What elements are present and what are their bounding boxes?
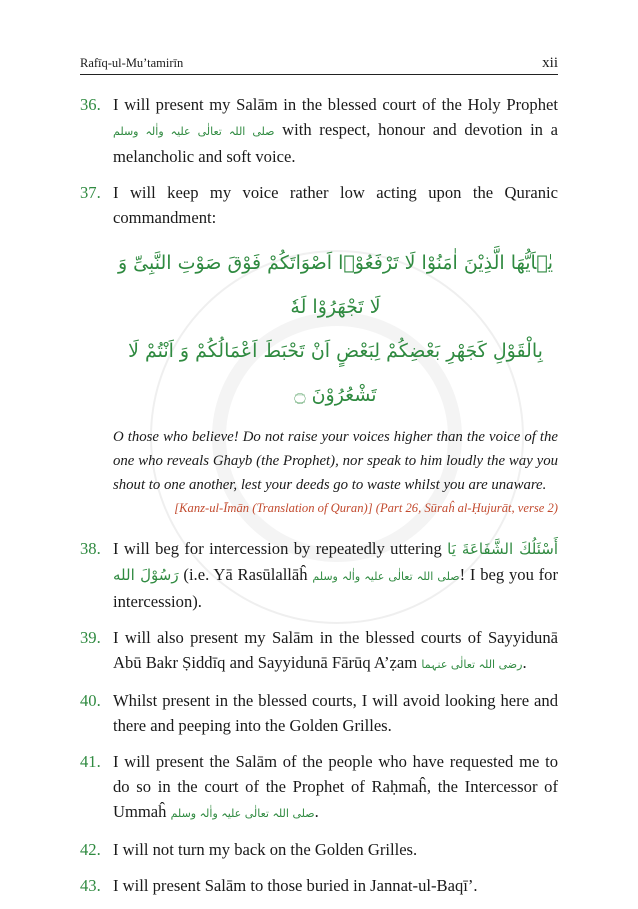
item-text: . [314, 802, 319, 821]
page-header [80, 54, 558, 75]
item-number: 36. [80, 95, 101, 114]
item-number: 39. [80, 628, 101, 647]
list-item-37 [80, 180, 558, 230]
list-item-41 [80, 749, 558, 826]
verse-translation: O those who believe! Do not raise your voices higher than the voice of the one who reveals Ghayb (the Prophet), nor speak to him loudly the way you shout to one another, lest your deeds go to waste whilst you are unaware. [113, 429, 558, 493]
item-text: I will not turn my back on the Golden Grilles. [113, 840, 418, 859]
list-item-36 [80, 92, 558, 169]
item-text: (i.e. Yā Rasūlallāĥ [178, 565, 313, 584]
item-text: with respect, honour and devotion in a melancholic and soft voice. [113, 120, 558, 166]
item-text: I will present my Salām in the blessed court of the Holy Prophet [113, 95, 558, 114]
item-number: 40. [80, 691, 101, 710]
list-item-43 [80, 873, 558, 898]
item-number: 37. [80, 183, 101, 202]
item-text: I will present the Salām of the people who have requested me to do so in the court of the Prophet of Raḥmaĥ, the Intercessor of Ummaĥ [113, 752, 558, 821]
item-number: 42. [80, 840, 101, 859]
item-text: Whilst present in the blessed courts, I will avoid looking here and there and peeping into the Golden Grilles. [113, 691, 558, 735]
item-text: I will also present my Salām in the blessed courts of Sayyidunā Abū Bakr Ṣiddīq and Sayyidunā Fārūq A’ẓam [113, 628, 558, 672]
list-item-42 [80, 837, 558, 862]
item-text: I will beg for intercession by repeatedly uttering [113, 539, 448, 558]
item-number: 43. [80, 876, 101, 895]
running-title: Rafīq-ul-Mu’tamirīn [80, 56, 184, 70]
honorific-calligraphy: رضی اللہ تعالٰی عنہما [421, 658, 523, 671]
item-text: I will keep my voice rather low acting upon the Quranic commandment: [113, 183, 558, 227]
page-content [80, 92, 558, 909]
item-text: ! I beg you for intercession). [113, 565, 559, 611]
list-item-40 [80, 688, 558, 738]
salawat-calligraphy: صلی اللہ تعالٰی علیہ واٰلہ وسلم [113, 125, 275, 138]
verse-line-2: بِالْقَوْلِ كَجَهْرِ بَعْضِكُمْ لِبَعْضٍ اَنْ تَحْبَطَ اَعْمَالُكُمْ وَ اَنْتُمْ لَا تَشْعُرُوْنَ ۝ [128, 340, 543, 406]
item-text: . [522, 653, 527, 672]
page-number: xii [542, 55, 558, 71]
item-text: I will present Salām to those buried in Jannat-ul-Baqī’. [113, 876, 478, 895]
arabic-supplication: أَسْئَلُكَ الشَّفَاعَةَ يَا رَسُوْلَ الله [113, 540, 558, 584]
quran-verse [80, 241, 558, 417]
salawat-calligraphy: صلی اللہ تعالٰی علیہ واٰلہ وسلم [312, 570, 460, 583]
list-item-39 [80, 625, 558, 677]
list-item-38 [80, 536, 558, 614]
item-number: 38. [80, 539, 101, 558]
verse-line-1: يٰۤاَیُّهَا الَّذِیْنَ اٰمَنُوْا لَا تَرْفَعُوْۤا اَصْوَاتَكُمْ فَوْقَ صَوْتِ النَّبِیِّ وَ لَا تَجْهَرُوْا لَهٗ [117, 252, 554, 318]
item-number: 41. [80, 752, 101, 771]
salawat-calligraphy: صلی اللہ تعالٰی علیہ واٰلہ وسلم [170, 807, 315, 820]
verse-source: [Kanz-ul-Īmān (Translation of Quran)] (Part 26, Sūraĥ al-Ḥujurāt, verse 2) [174, 501, 558, 515]
